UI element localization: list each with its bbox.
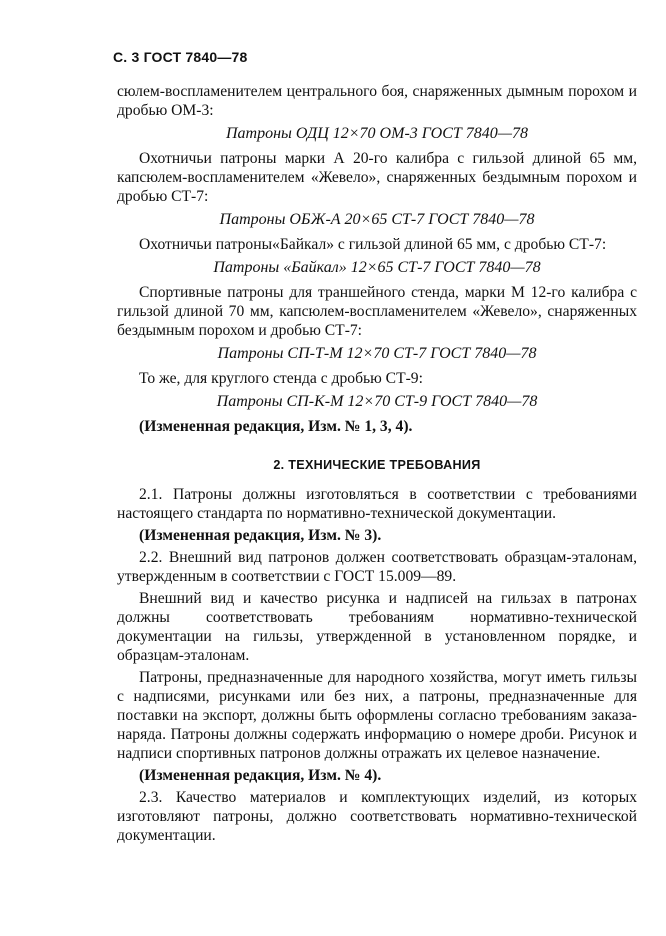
clause-2-3: 2.3. Качество материалов и комплектующих изделий, из которых изготовляют патроны, должно соответствовать нормативно-технической документации.: [117, 789, 637, 844]
designation-odc: Патроны ОДЦ 12×70 ОМ-3 ГОСТ 7840—78: [225, 125, 529, 142]
revision-note-3: (Измененная редакция, Изм. № 4).: [139, 767, 382, 784]
clause-2-1: 2.1. Патроны должны изготовляться в соответствии с требованиями настоящего стандарта по нормативно-технической документации.: [117, 486, 637, 522]
clause-2-2-appearance: Внешний вид и качество рисунка и надписей на гильзах в патронах должны соответствовать требованиям нормативно-технической документации на гильзы, утвержденной в установленном порядке, и образцам-эталонам.: [117, 590, 637, 664]
revision-note-2: (Измененная редакция, Изм. № 3).: [139, 527, 382, 544]
paragraph-baikal: Охотничьи патроны«Байкал» с гильзой длиной 65 мм, с дробью СТ-7:: [139, 236, 607, 253]
paragraph-continuation: сюлем-воспламенителем центрального боя, снаряженных дымным порохом и дробью ОМ-3:: [117, 83, 637, 119]
designation-sp-k-m: Патроны СП-К-М 12×70 СТ-9 ГОСТ 7840—78: [216, 393, 538, 410]
page-header: С. 3 ГОСТ 7840—78: [113, 49, 248, 65]
section-title: 2. ТЕХНИЧЕСКИЕ ТРЕБОВАНИЯ: [273, 458, 481, 472]
clause-2-2-purpose: Патроны, предназначенные для народного хозяйства, могут иметь гильзы с надписями, рисунками или без них, а патроны, предназначенные для поставки на экспорт, должны быть оформлены согласно требованиям заказа-наряда. Патроны должны содержать информацию о номере дроби. Рисунок и надписи спортивных патронов должны отражать их целевое назначение.: [117, 669, 637, 762]
paragraph-a20: Охотничьи патроны марки А 20-го калибра с гильзой длиной 65 мм, капсюлем-воспламенителем «Жевело», снаряженных бездымным порохом и дробью СТ-7:: [117, 150, 637, 205]
document-body: [117, 82, 637, 848]
designation-obzh: Патроны ОБЖ-А 20×65 СТ-7 ГОСТ 7840—78: [219, 211, 535, 228]
designation-sp-t-m: Патроны СП-Т-М 12×70 СТ-7 ГОСТ 7840—78: [217, 345, 537, 362]
revision-note-1: (Измененная редакция, Изм. № 1, 3, 4).: [139, 418, 413, 435]
paragraph-round: То же, для круглого стенда с дробью СТ-9:: [139, 370, 423, 387]
paragraph-trench: Спортивные патроны для траншейного стенда, марки М 12-го калибра с гильзой длиной 70 мм, капсюлем-воспламенителем «Жевело», снаряженных бездымным порохом и дробью СТ-7:: [117, 284, 637, 339]
clause-2-2: 2.2. Внешний вид патронов должен соответствовать образцам-эталонам, утвержденным в соответствии с ГОСТ 15.009—89.: [117, 549, 637, 585]
designation-baikal: Патроны «Байкал» 12×65 СТ-7 ГОСТ 7840—78: [213, 259, 541, 276]
